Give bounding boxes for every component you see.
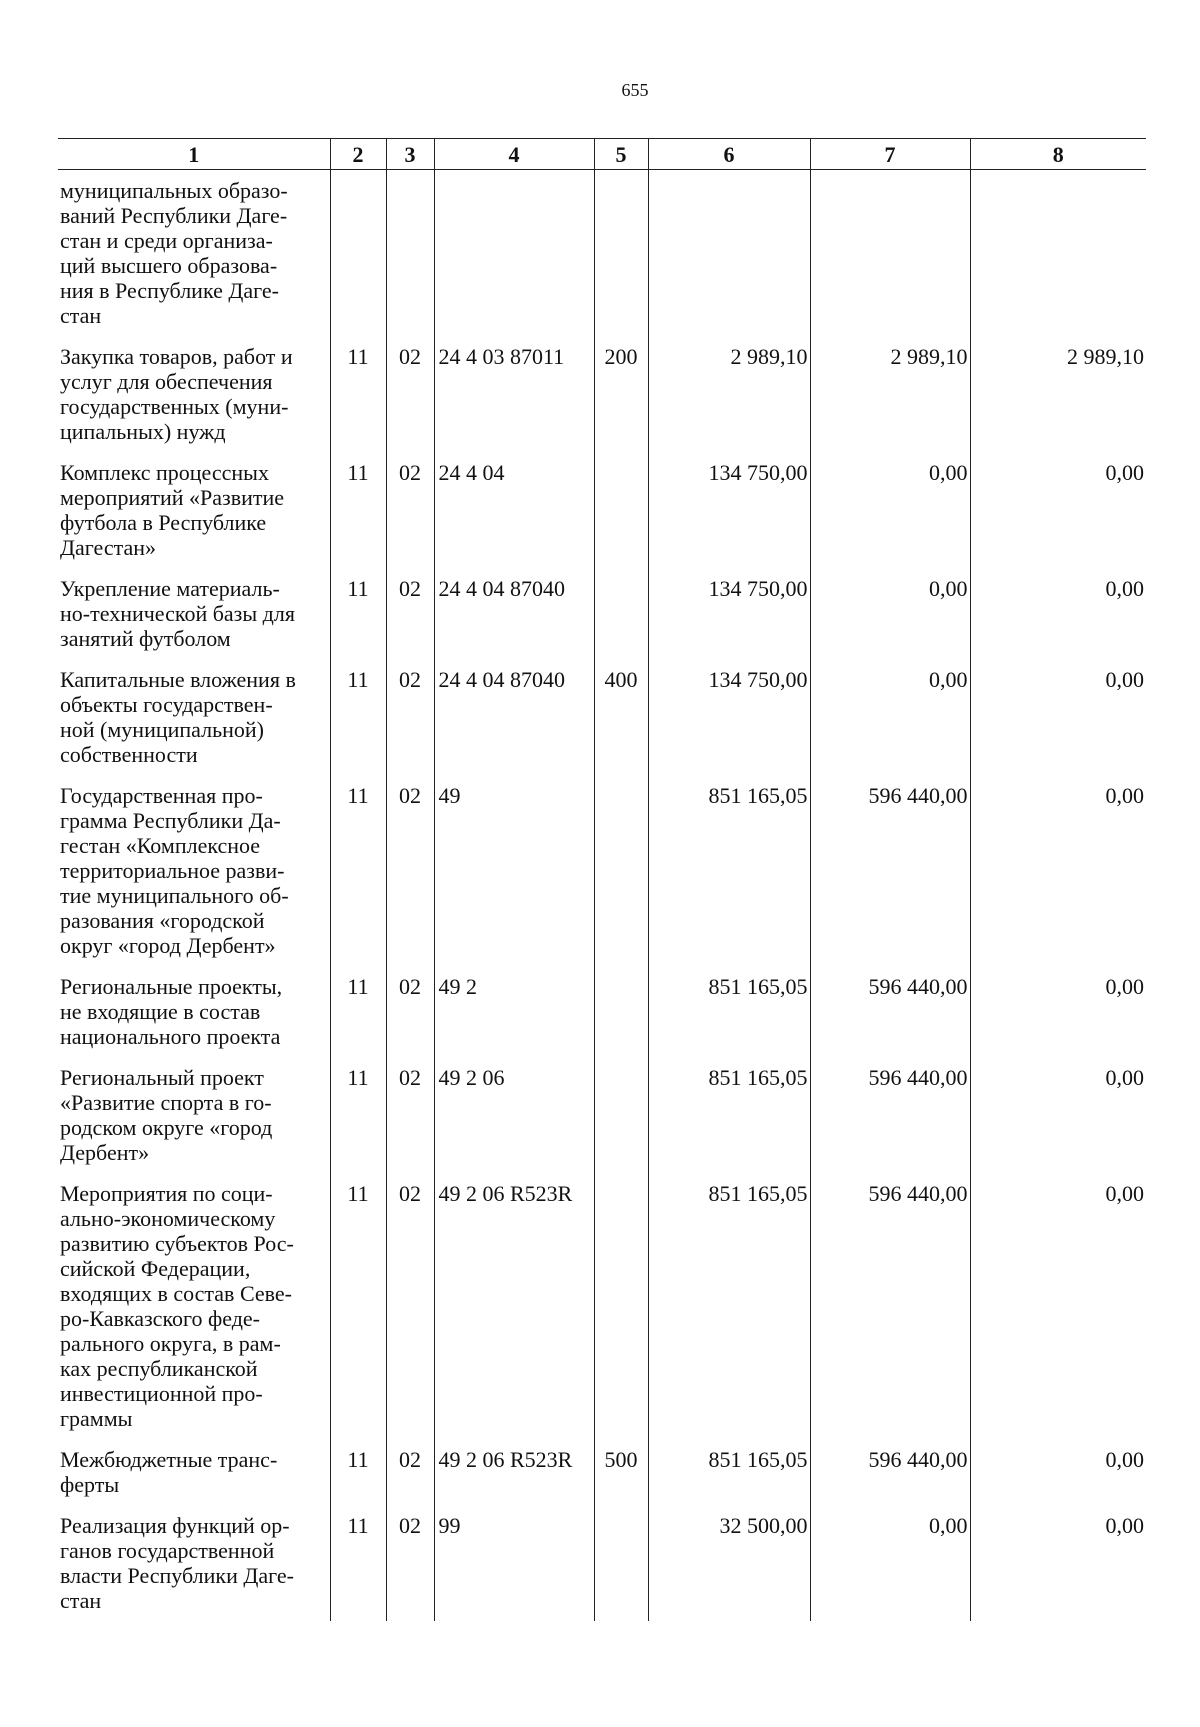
cell-amount-7: 2 989,10	[810, 336, 970, 452]
cell-amount-6: 134 750,00	[648, 452, 810, 568]
cell-amount-6: 134 750,00	[648, 659, 810, 775]
cell-subsection	[386, 170, 434, 337]
cell-section	[330, 170, 386, 337]
cell-target-code: 49 2 06 R523R	[434, 1173, 594, 1439]
cell-amount-8: 0,00	[970, 1057, 1146, 1173]
row-description: Реализация функций ор- ганов государственной власти Республики Даге- стан	[60, 1513, 294, 1613]
cell-subsection: 02	[386, 966, 434, 1057]
cell-amount-8: 0,00	[970, 1439, 1146, 1505]
table-row	[58, 568, 1146, 659]
cell-subsection: 02	[386, 1057, 434, 1173]
cell-expense-type	[594, 170, 648, 337]
cell-amount-6: 851 165,05	[648, 1173, 810, 1439]
table-row	[58, 1505, 1146, 1621]
cell-expense-type	[594, 1057, 648, 1173]
cell-amount-7: 0,00	[810, 452, 970, 568]
table-row	[58, 966, 1146, 1057]
column-header-5: 5	[594, 139, 648, 170]
cell-amount-7: 596 440,00	[810, 966, 970, 1057]
cell-amount-6: 851 165,05	[648, 1057, 810, 1173]
cell-subsection: 02	[386, 336, 434, 452]
cell-amount-8: 2 989,10	[970, 336, 1146, 452]
cell-section: 11	[330, 1173, 386, 1439]
row-description: муниципальных образо- ваний Республики Даге- стан и среди организа- ций высшего образова- ния в Республике Даге- стан	[60, 178, 288, 328]
cell-expense-type	[594, 1505, 648, 1621]
cell-expense-type	[594, 966, 648, 1057]
cell-subsection: 02	[386, 452, 434, 568]
cell-amount-6: 2 989,10	[648, 336, 810, 452]
cell-subsection: 02	[386, 1505, 434, 1621]
cell-target-code	[434, 170, 594, 337]
cell-section: 11	[330, 1505, 386, 1621]
cell-section: 11	[330, 966, 386, 1057]
header-row	[58, 139, 1146, 170]
cell-expense-type	[594, 568, 648, 659]
budget-table	[58, 138, 1146, 1621]
column-header-7: 7	[810, 139, 970, 170]
cell-amount-8: 0,00	[970, 966, 1146, 1057]
cell-target-code: 49 2 06	[434, 1057, 594, 1173]
cell-expense-type	[594, 1173, 648, 1439]
cell-amount-6: 851 165,05	[648, 966, 810, 1057]
cell-target-code: 24 4 04 87040	[434, 568, 594, 659]
row-description: Закупка товаров, работ и услуг для обеспечения государственных (муни- ципальных) нужд	[60, 344, 293, 444]
row-description: Мероприятия по соци- ально-экономическому развитию субъектов Рос- сийской Федерации, входящих в состав Севе- ро-Кавказского феде- рального округа, в рам- ках республиканской инвестиционной про- граммы	[60, 1181, 294, 1431]
cell-expense-type	[594, 775, 648, 966]
cell-amount-7: 596 440,00	[810, 1439, 970, 1505]
table-row	[58, 452, 1146, 568]
table-row	[58, 1057, 1146, 1173]
cell-section: 11	[330, 1057, 386, 1173]
table-row	[58, 1439, 1146, 1505]
table-row	[58, 336, 1146, 452]
cell-amount-7: 0,00	[810, 568, 970, 659]
cell-amount-7	[810, 170, 970, 337]
column-header-3: 3	[386, 139, 434, 170]
row-description: Комплекс процессных мероприятий «Развитие футбола в Республике Дагестан»	[60, 460, 285, 560]
row-description: Капитальные вложения в объекты государствен- ной (муниципальной) собственности	[60, 667, 296, 767]
cell-section: 11	[330, 452, 386, 568]
cell-amount-6	[648, 170, 810, 337]
cell-amount-8	[970, 170, 1146, 337]
column-header-4: 4	[434, 139, 594, 170]
column-header-1: 1	[58, 139, 330, 170]
cell-target-code: 49 2 06 R523R	[434, 1439, 594, 1505]
cell-target-code: 24 4 03 87011	[434, 336, 594, 452]
cell-amount-7: 0,00	[810, 1505, 970, 1621]
cell-amount-8: 0,00	[970, 452, 1146, 568]
table-row	[58, 659, 1146, 775]
cell-section: 11	[330, 568, 386, 659]
cell-amount-7: 596 440,00	[810, 1057, 970, 1173]
cell-amount-7: 0,00	[810, 659, 970, 775]
table-header	[58, 139, 1146, 170]
cell-subsection: 02	[386, 659, 434, 775]
cell-section: 11	[330, 775, 386, 966]
cell-amount-7: 596 440,00	[810, 1173, 970, 1439]
table-body	[58, 170, 1146, 1622]
page-number: 655	[621, 80, 649, 100]
cell-amount-6: 32 500,00	[648, 1505, 810, 1621]
column-header-6: 6	[648, 139, 810, 170]
cell-amount-8: 0,00	[970, 775, 1146, 966]
cell-amount-7: 596 440,00	[810, 775, 970, 966]
row-description: Региональный проект «Развитие спорта в го- родском округе «город Дербент»	[60, 1065, 273, 1165]
cell-amount-6: 851 165,05	[648, 1439, 810, 1505]
cell-amount-6: 134 750,00	[648, 568, 810, 659]
cell-subsection: 02	[386, 1173, 434, 1439]
cell-section: 11	[330, 336, 386, 452]
cell-subsection: 02	[386, 775, 434, 966]
cell-target-code: 49	[434, 775, 594, 966]
table-row	[58, 170, 1146, 337]
column-header-8: 8	[970, 139, 1146, 170]
cell-amount-8: 0,00	[970, 1173, 1146, 1439]
row-description: Укрепление материаль- но-технической базы для занятий футболом	[60, 576, 295, 651]
row-description: Межбюджетные транс- ферты	[60, 1447, 278, 1497]
cell-amount-8: 0,00	[970, 1505, 1146, 1621]
cell-subsection: 02	[386, 1439, 434, 1505]
cell-target-code: 24 4 04	[434, 452, 594, 568]
cell-expense-type: 200	[594, 336, 648, 452]
cell-expense-type: 400	[594, 659, 648, 775]
cell-amount-8: 0,00	[970, 568, 1146, 659]
cell-amount-6: 851 165,05	[648, 775, 810, 966]
table-row	[58, 775, 1146, 966]
cell-subsection: 02	[386, 568, 434, 659]
row-description: Государственная про- грамма Республики Да- гестан «Комплексное территориальное разви- тие муниципального об- разования «городской округ «город Дербент»	[60, 783, 289, 958]
cell-target-code: 49 2	[434, 966, 594, 1057]
row-description: Региональные проекты, не входящие в состав национального проекта	[60, 974, 283, 1049]
cell-section: 11	[330, 1439, 386, 1505]
cell-section: 11	[330, 659, 386, 775]
column-header-2: 2	[330, 139, 386, 170]
cell-expense-type	[594, 452, 648, 568]
cell-amount-8: 0,00	[970, 659, 1146, 775]
cell-target-code: 99	[434, 1505, 594, 1621]
table-row	[58, 1173, 1146, 1439]
cell-target-code: 24 4 04 87040	[434, 659, 594, 775]
cell-expense-type: 500	[594, 1439, 648, 1505]
